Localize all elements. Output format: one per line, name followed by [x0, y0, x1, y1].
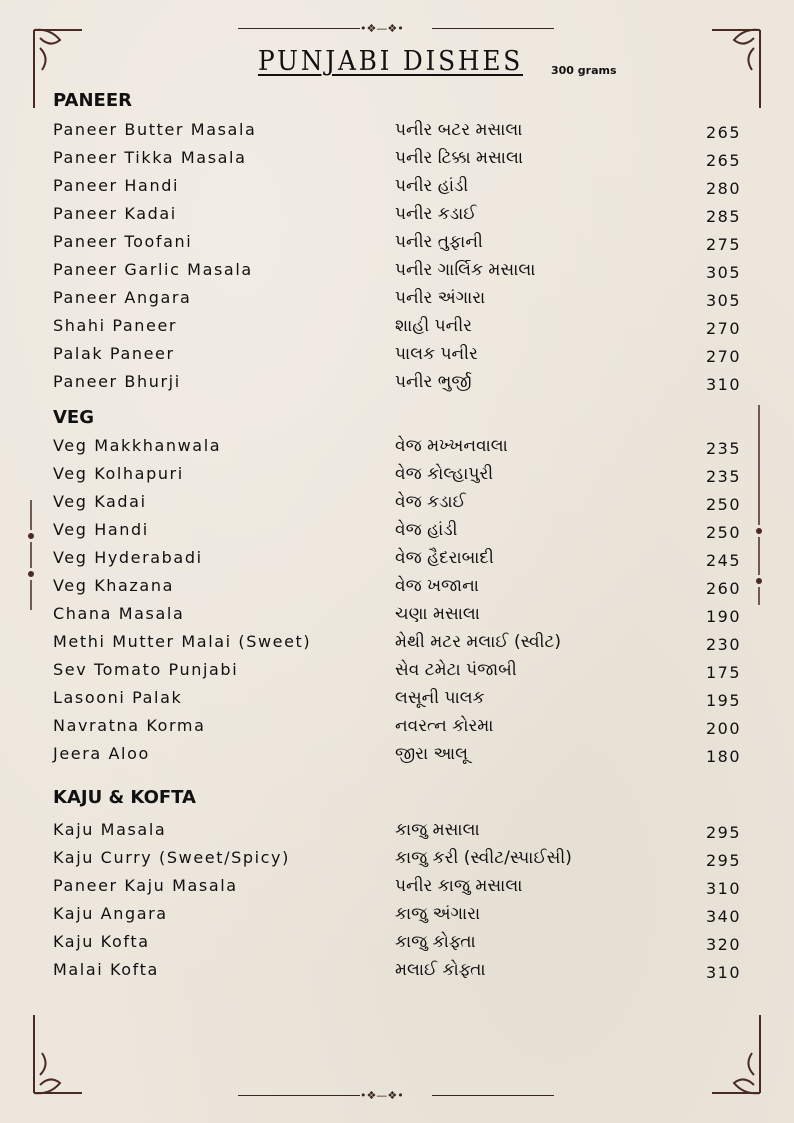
- dish-name-english: Paneer Garlic Masala: [53, 260, 253, 279]
- dish-price: 265: [705, 123, 741, 142]
- side-ornament-right-icon: [752, 405, 766, 605]
- menu-item: [53, 716, 741, 740]
- dish-name-english: Shahi Paneer: [53, 316, 178, 335]
- menu-item: [53, 960, 741, 984]
- dish-price: 295: [705, 851, 741, 870]
- dish-price: 265: [705, 151, 741, 170]
- side-ornament-left-icon: [24, 500, 38, 610]
- dish-price: 175: [705, 663, 741, 682]
- menu-item: [53, 604, 741, 628]
- dish-price: 250: [705, 495, 741, 514]
- dish-name-english: Navratna Korma: [53, 716, 206, 735]
- menu-item: [53, 688, 741, 712]
- top-flourish-icon: •❖—❖•: [360, 22, 404, 35]
- dish-price: 235: [705, 467, 741, 486]
- bottom-flourish-icon: •❖—❖•: [360, 1089, 404, 1102]
- bottom-divider-left: [238, 1095, 360, 1096]
- dish-name-gujarati: ચણા મસાલા: [395, 604, 480, 624]
- dish-name-english: Paneer Angara: [53, 288, 192, 307]
- menu-item: [53, 660, 741, 684]
- menu-item: [53, 932, 741, 956]
- dish-name-english: Malai Kofta: [53, 960, 159, 979]
- menu-item: [53, 288, 741, 312]
- dish-name-english: Paneer Toofani: [53, 232, 193, 251]
- dish-price: 285: [705, 207, 741, 226]
- dish-name-english: Palak Paneer: [53, 344, 175, 363]
- dish-name-english: Paneer Tikka Masala: [53, 148, 247, 167]
- menu-item: [53, 204, 741, 228]
- dish-name-english: Veg Khazana: [53, 576, 174, 595]
- menu-item: [53, 372, 741, 396]
- dish-name-gujarati: પનીર બટર મસાલા: [395, 120, 523, 140]
- top-divider-right: [432, 28, 554, 29]
- menu-item: [53, 176, 741, 200]
- dish-name-english: Paneer Kadai: [53, 204, 177, 223]
- top-divider-left: [238, 28, 360, 29]
- dish-price: 250: [705, 523, 741, 542]
- menu-item: [53, 492, 741, 516]
- dish-name-gujarati: લસૂની પાલક: [395, 688, 485, 708]
- dish-name-gujarati: શાહી પનીર: [395, 316, 472, 336]
- dish-price: 340: [705, 907, 741, 926]
- dish-name-gujarati: પનીર ભુર્જી: [395, 372, 472, 392]
- menu-item: [53, 548, 741, 572]
- dish-name-english: Kaju Kofta: [53, 932, 150, 951]
- dish-price: 305: [705, 263, 741, 282]
- dish-name-gujarati: કાજુ કરી (સ્વીટ/સ્પાઈસી): [395, 848, 572, 868]
- corner-ornament-bottom-right-icon: [704, 1010, 764, 1095]
- dish-name-english: Paneer Bhurji: [53, 372, 181, 391]
- dish-price: 235: [705, 439, 741, 458]
- menu-item: [53, 316, 741, 340]
- dish-name-english: Kaju Curry (Sweet/Spicy): [53, 848, 290, 867]
- menu-item: [53, 520, 741, 544]
- dish-name-gujarati: પાલક પનીર: [395, 344, 478, 364]
- page-title: PUNJABI DISHES: [258, 46, 524, 77]
- dish-name-english: Chana Masala: [53, 604, 185, 623]
- dish-name-gujarati: પનીર અંગારા: [395, 288, 486, 308]
- dish-price: 295: [705, 823, 741, 842]
- dish-name-gujarati: કાજુ અંગારા: [395, 904, 481, 924]
- dish-name-english: Paneer Handi: [53, 176, 180, 195]
- dish-price: 190: [705, 607, 741, 626]
- corner-ornament-bottom-left-icon: [30, 1010, 90, 1095]
- menu-item: [53, 148, 741, 172]
- menu-item: [53, 260, 741, 284]
- menu-item: [53, 436, 741, 460]
- menu-item: [53, 744, 741, 768]
- dish-price: 260: [705, 579, 741, 598]
- dish-price: 310: [705, 963, 741, 982]
- dish-name-gujarati: કાજુ કોફ્તા: [395, 932, 476, 952]
- menu-item: [53, 876, 741, 900]
- dish-name-english: Methi Mutter Malai (Sweet): [53, 632, 312, 651]
- dish-price: 275: [705, 235, 741, 254]
- dish-price: 200: [705, 719, 741, 738]
- dish-name-gujarati: પનીર ગાર્લિક મસાલા: [395, 260, 536, 280]
- dish-name-gujarati: પનીર હાંડી: [395, 176, 469, 196]
- dish-price: 180: [705, 747, 741, 766]
- dish-name-gujarati: મલાઈ કોફ્તા: [395, 960, 486, 980]
- bottom-divider-right: [432, 1095, 554, 1096]
- dish-price: 245: [705, 551, 741, 570]
- menu-item: [53, 232, 741, 256]
- dish-name-gujarati: વેજ હૈદરાબાદી: [395, 548, 494, 568]
- dish-name-english: Kaju Masala: [53, 820, 167, 839]
- menu-item: [53, 344, 741, 368]
- dish-name-english: Veg Handi: [53, 520, 149, 539]
- dish-name-gujarati: સેવ ટમેટા પંજાબી: [395, 660, 517, 680]
- dish-name-gujarati: જીરા આલૂ: [395, 744, 468, 764]
- dish-price: 195: [705, 691, 741, 710]
- dish-name-english: Lasooni Palak: [53, 688, 183, 707]
- menu-item: [53, 464, 741, 488]
- dish-price: 270: [705, 319, 741, 338]
- dish-name-english: Jeera Aloo: [53, 744, 150, 763]
- dish-name-gujarati: વેજ મખ્ખનવાલા: [395, 436, 508, 456]
- dish-price: 270: [705, 347, 741, 366]
- dish-price: 280: [705, 179, 741, 198]
- section-heading: PANEER: [53, 90, 132, 111]
- dish-price: 310: [705, 375, 741, 394]
- section-heading: VEG: [53, 407, 95, 428]
- dish-name-english: Veg Hyderabadi: [53, 548, 203, 567]
- menu-item: [53, 848, 741, 872]
- dish-name-gujarati: પનીર તુફાની: [395, 232, 483, 252]
- dish-name-gujarati: મેથી મટર મલાઈ (સ્વીટ): [395, 632, 561, 652]
- portion-size: 300 grams: [551, 64, 617, 77]
- dish-price: 310: [705, 879, 741, 898]
- section-heading: KAJU & KOFTA: [53, 787, 196, 808]
- corner-ornament-top-right-icon: [704, 28, 764, 118]
- menu-item: [53, 904, 741, 928]
- dish-name-gujarati: પનીર કાજુ મસાલા: [395, 876, 523, 896]
- menu-item: [53, 632, 741, 656]
- dish-name-english: Veg Kolhapuri: [53, 464, 184, 483]
- dish-name-gujarati: વેજ હાંડી: [395, 520, 458, 540]
- dish-name-gujarati: વેજ ખજાના: [395, 576, 479, 596]
- dish-price: 230: [705, 635, 741, 654]
- dish-name-english: Paneer Kaju Masala: [53, 876, 238, 895]
- dish-name-gujarati: પનીર ટિક્કા મસાલા: [395, 148, 523, 168]
- dish-name-english: Veg Makkhanwala: [53, 436, 222, 455]
- dish-name-gujarati: કાજુ મસાલા: [395, 820, 480, 840]
- dish-name-english: Veg Kadai: [53, 492, 147, 511]
- dish-name-gujarati: વેજ કડાઈ: [395, 492, 466, 512]
- dish-name-english: Paneer Butter Masala: [53, 120, 257, 139]
- dish-name-gujarati: વેજ કોલ્હાપુરી: [395, 464, 494, 484]
- dish-price: 320: [705, 935, 741, 954]
- menu-item: [53, 820, 741, 844]
- dish-name-gujarati: પનીર કડાઈ: [395, 204, 477, 224]
- dish-name-english: Kaju Angara: [53, 904, 168, 923]
- menu-item: [53, 120, 741, 144]
- dish-name-english: Sev Tomato Punjabi: [53, 660, 239, 679]
- menu-item: [53, 576, 741, 600]
- dish-price: 305: [705, 291, 741, 310]
- dish-name-gujarati: નવરત્ન કોરમા: [395, 716, 494, 736]
